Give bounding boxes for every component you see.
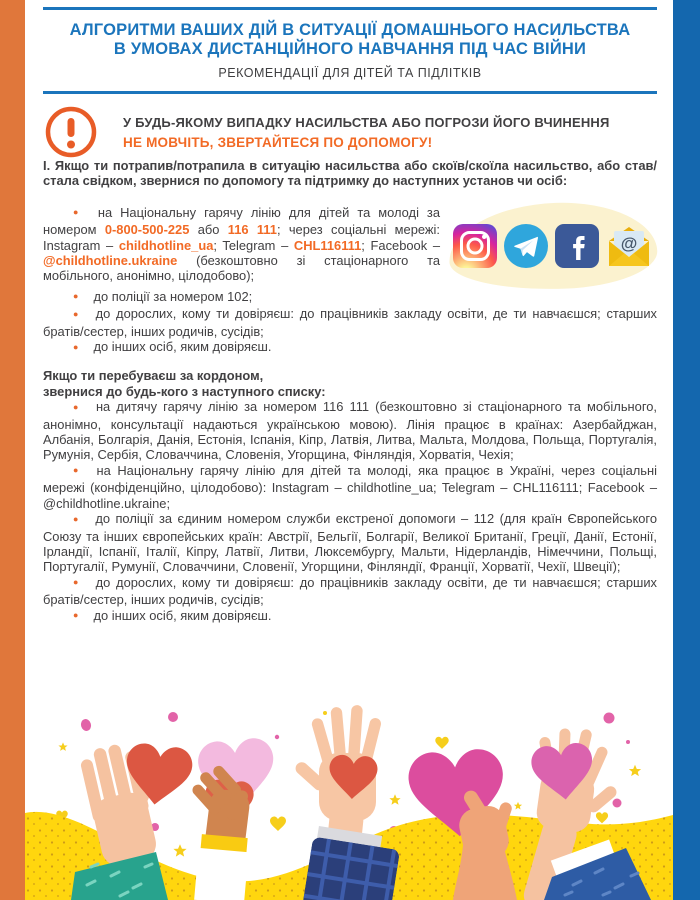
hand-5 — [514, 722, 651, 900]
alert-banner — [45, 106, 657, 158]
top-divider — [43, 7, 657, 10]
cuff-yellow — [194, 834, 250, 900]
instagram-icon — [453, 224, 497, 268]
hotline-text: на Національну гарячу лінію для дітей та молоді за номером — [43, 204, 440, 238]
heart-2 — [196, 737, 277, 811]
telegram-handle: CHL116111 — [293, 237, 362, 253]
header-divider — [43, 91, 657, 94]
social-icons-blob — [448, 199, 659, 292]
at-symbol: @ — [620, 233, 638, 253]
hotline-row — [43, 205, 657, 289]
section-home-intro: І. Якщо ти потрапив/потрапила в ситуацію насильства або скоїв/скоїла насильство, або став/стала свідком, звернися по допомогу та підтримку до наступних установ чи осіб: — [43, 158, 657, 189]
heart-5 — [530, 741, 596, 802]
email-icon — [605, 224, 653, 267]
title-line-2: В УМОВАХ ДИСТАНЦІЙНОГО НАВЧАННЯ ПІД ЧАС ВІЙНИ — [113, 40, 587, 58]
hand-4 — [407, 748, 517, 900]
hotline-phone-1: 0-800-500-225 — [104, 222, 190, 238]
hand-2 — [188, 737, 278, 900]
facebook-icon — [555, 224, 599, 268]
abroad-heading-line-1: Якщо ти перебуваєш за кордоном, — [43, 368, 264, 384]
abroad-bullet-adults: ● до дорослих, кому ти довіряєш: до працівників закладу освіти, де ти навчаєшся; старших братів/сестер, інших родичів, сусідів; — [43, 575, 657, 608]
hotline-bullet: ● на Національну гарячу лінію для дітей та молоді за номером 0-800-500-225 або 116 111; через соціальні мережі: Instagram – childhotline_ua; Telegram – CHL116111; Facebook – @childhotline.ukraine (безкоштовно зі стаціонарного та мобільного, анонімно, цілодобово); — [43, 205, 440, 289]
hands-hearts-illustration — [25, 695, 673, 900]
yellow-hill — [25, 812, 673, 900]
cuff-white — [551, 839, 616, 878]
abroad-heading-line-2: звернися до будь-кого з наступного списку: — [43, 383, 326, 399]
hand-3 — [293, 705, 400, 900]
heart-2b — [204, 779, 255, 826]
abroad-bullet-hotline: ● на дитячу гарячу лінію за номером 116 111 (безкоштовно зі стаціонарного та мобільного, анонімно, консультації надаються українською мовою). Лінія працює в країнах: Азербайджан, Албанія, Болгарія, Данія, Естонія, Іспанія, Кіпр, Латвія, Литва, Мальта, Молдова, Польща, Португалія, Румунія, Сербія, Словаччина, Словенія, Угорщина, Фінляндія, Хорватія, Чехія; — [43, 399, 657, 463]
title-line-1: АЛГОРИТМИ ВАШИХ ДІЙ В СИТУАЦІЇ ДОМАШНЬОГО НАСИЛЬСТВА — [69, 21, 631, 39]
heart-4 — [407, 748, 507, 840]
home-bullet-adults: ● до дорослих, кому ти довіряєш: до працівників закладу освіти, де ти навчаєшся; старших братів/сестер, інших родичів, сусідів; — [43, 306, 657, 339]
alert-line-1: У БУДЬ-ЯКОМУ ВИПАДКУ НАСИЛЬСТВА АБО ПОГРОЗИ ЙОГО ВЧИНЕННЯ — [123, 114, 610, 130]
abroad-bullet-112: ● до поліції за єдиним номером служби екстреної допомоги – 112 (для країн Європейського Союзу та інших європейських країн: Австрії, Бельгії, Болгарії, Великої Британії, Греції, Данії, Естонії, Ірландії, Іспанії, Італії, Кіпру, Латвії, Литви, Люксембургу, Мальти, Нідерландів, Німеччини, Польщі, Португалії, Румунії, Словаччини, Словенії, Угорщини, Фінляндії, Франції, Хорватії, Чехії, Швеції); — [43, 511, 657, 575]
alert-line-2: НЕ МОВЧІТЬ, ЗВЕРТАЙТЕСЯ ПО ДОПОМОГУ! — [123, 134, 433, 150]
exclamation-icon — [45, 106, 97, 158]
page-title — [43, 21, 657, 59]
sleeve-blue — [544, 848, 651, 900]
home-bullet-police: ● до поліції за номером 102; — [43, 289, 657, 306]
heart-1 — [122, 741, 194, 808]
page-subtitle: РЕКОМЕНДАЦІЇ ДЛЯ ДІТЕЙ ТА ПІДЛІТКІВ — [218, 66, 482, 80]
alert-text — [123, 115, 610, 150]
sleeve-teal — [71, 852, 168, 900]
section-abroad-heading — [43, 368, 657, 399]
left-orange-bar — [0, 0, 25, 900]
abroad-bullet-others: ● до інших осіб, яким довіряєш. — [43, 608, 657, 625]
hotline-phone-2: 116 111 — [227, 222, 277, 238]
abroad-bullet-social: ● на Національну гарячу лінію для дітей та молоді, яка працює в Україні, через соціальні мережі (конфіденційно, цілодобово): Instagram – childhotline_ua; Telegram – CHL116111; Facebook – @childhotline.ukraine; — [43, 463, 657, 511]
hand-1 — [71, 737, 194, 900]
cuff-gray — [316, 826, 382, 855]
telegram-icon — [503, 223, 549, 269]
sleeve-plaid — [302, 836, 401, 900]
facebook-handle: @childhotline.ukraine — [43, 253, 178, 269]
home-bullet-others: ● до інших осіб, яким довіряєш. — [43, 339, 657, 356]
right-blue-bar — [673, 0, 700, 900]
heart-3 — [328, 754, 378, 800]
confetti — [38, 711, 642, 857]
instagram-handle: childhotline_ua — [118, 237, 214, 253]
